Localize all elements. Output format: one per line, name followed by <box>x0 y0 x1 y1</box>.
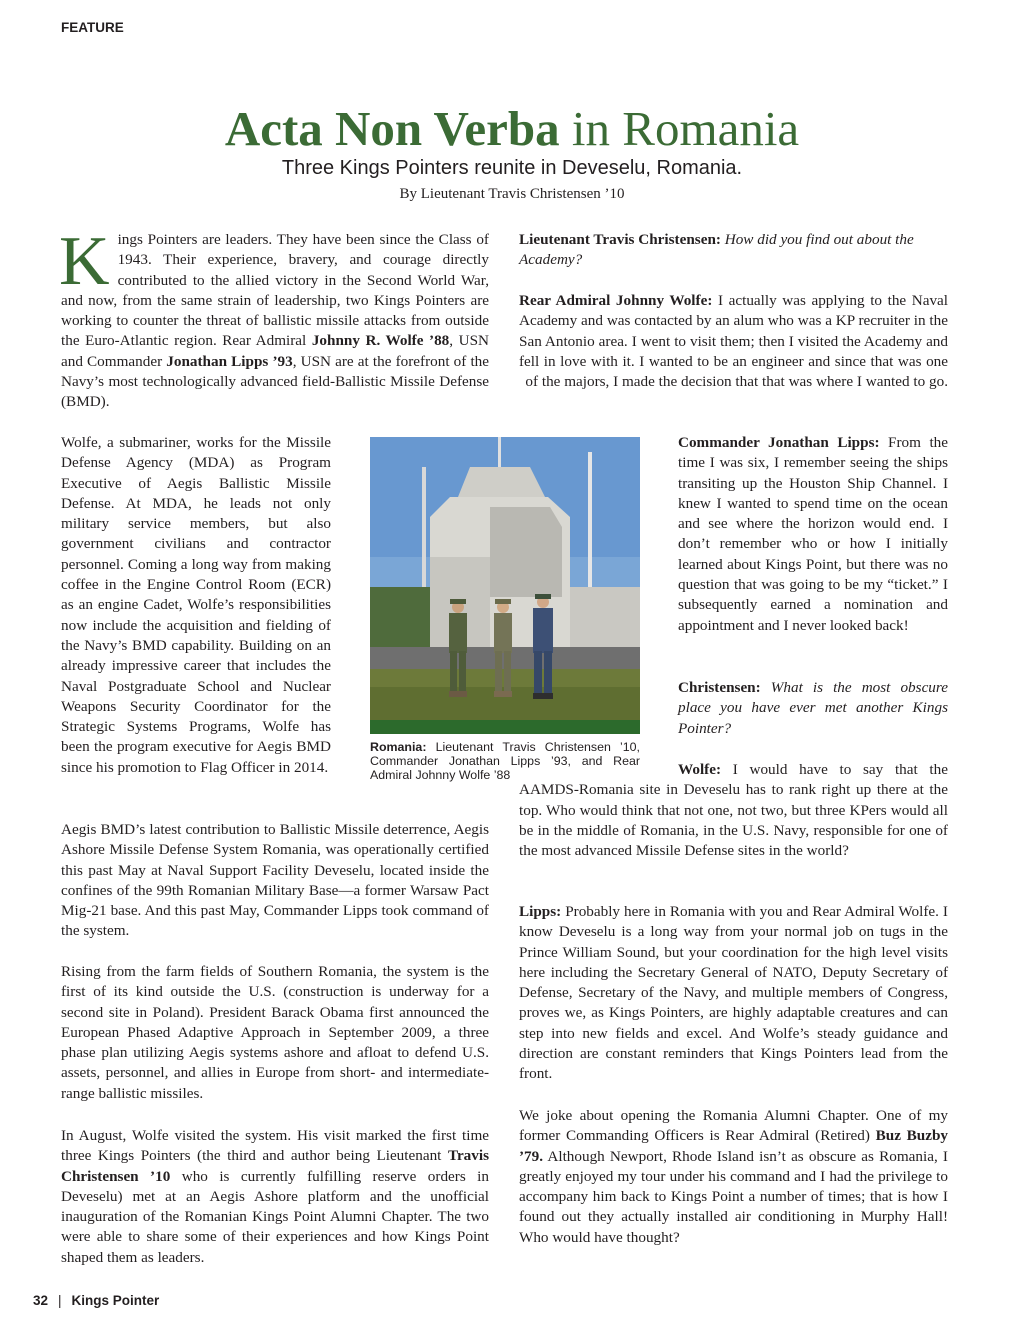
qa1-speaker: Lieutenant Travis Christensen: <box>519 231 721 248</box>
qa6-speaker: Lipps: <box>519 903 562 920</box>
article-headline <box>0 98 1024 160</box>
footer-separator: | <box>58 1293 62 1308</box>
headline-rest: in Romania <box>559 101 800 156</box>
page-footer <box>33 1293 159 1308</box>
qa4-text: What is the most obscure place you have ever met another Kings Pointer? <box>678 679 948 737</box>
qa-question-2 <box>678 678 948 739</box>
drop-cap: K <box>59 223 110 300</box>
qa6-text: Probably here in Romania with you and Rear Admiral Wolfe. I know Deveselu is a long way from your normal job on tugs in the Prince William Sound, but your coordination for the high level visits here including the Secretary General of NATO, Deputy Secretary of Defense, Secretary of the Navy, and multiple members of Congress, proves we, as Kings Pointers, are highly adaptable creatures and can step into new fields and excel. And Wolfe’s steady guidance and direction are constant reminders that Kings Pointers lead from the front. <box>519 903 948 1083</box>
photo-illustration <box>370 437 640 734</box>
rising-paragraph: Rising from the farm fields of Southern Romania, the system is the first of its kind outside the U.S. (construction is underway for a second site in Poland). President Barack Obama first announced the European Phased Adaptive Approach in September 2009, a three phase plan utilizing Aegis systems ashore and afloat to defend U.S. assets, personnel, and allies in Europe from short- and intermediate-range ballistic missiles. <box>61 963 489 1102</box>
section-label: FEATURE <box>61 20 124 35</box>
qa3-speaker: Commander Jonathan Lipps: <box>678 434 880 451</box>
august-paragraph <box>61 1126 489 1268</box>
qa4-speaker: Christensen: <box>678 679 761 696</box>
photo-border-band <box>370 720 640 734</box>
qa-answer-lipps-1 <box>678 433 948 636</box>
intro-name-wolfe: Johnny R. Wolfe ’88 <box>311 332 450 350</box>
aegis-paragraph: Aegis BMD’s latest contribution to Ballistic Missile deterrence, Aegis Ashore Missile Defense System Romania, was operationally certified this past May at Naval Support Facility Deveselu, located inside the confines of the 99th Romanian Military Base—a former Warsaw Pact Mig-21 base. And this past May, Commander Lipps took command of the system. <box>61 821 489 940</box>
caption-label: Romania: <box>370 740 427 754</box>
intro-text-1: ings Pointers are leaders. They have been since the Class of 1943. Their experience, bravery, and courage directly contributed to the allied victory in the Second World War, and now, from the same strain of leadership, two Kings Pointers are working to counter the threat of ballistic missile attacks from outside the Euro-Atlantic region. Rear Admiral <box>61 231 489 350</box>
article-byline: By Lieutenant Travis Christensen ’10 <box>399 186 625 202</box>
august-name-christensen: Travis Christensen ’10 <box>61 1147 489 1185</box>
photo-deckhouse-top <box>458 467 545 497</box>
intro-paragraph <box>59 223 489 413</box>
intro-name-lipps: Jonathan Lipps ’93 <box>166 352 293 370</box>
joke-text-2: Although Newport, Rhode Island isn’t as obscure as Romania, I greatly enjoyed my tour under his command and I had the privilege to accompany him back to Kings Point a number of times; that is how I found out they actually installed air conditioning in Murphy Hall! Who would have thought? <box>519 1147 948 1246</box>
qa-answer-wolfe-1 <box>519 291 948 392</box>
joke-text-1: We joke about opening the Romania Alumni Chapter. One of my former Commanding Officers is Rear Admiral (Retired) <box>519 1107 948 1145</box>
qa2-speaker: Rear Admiral Johnny Wolfe: <box>519 292 713 309</box>
photo-radar-face <box>490 507 562 597</box>
qa3-text: From the time I was six, I remember seeing the ships transiting up the Houston Ship Channel. I knew I wanted to spend time on the ocean and see where the horizon would end. I don’t remember who or how I initially learned about Kings Point, but there was no question that was going to be my “ticket.” I subsequently earned a nomination and appointment and I never looked back! <box>678 434 949 634</box>
qa5-speaker: Wolfe: <box>678 761 722 778</box>
publication-name: Kings Pointer <box>71 1293 160 1308</box>
qa1-text: How did you find out about the Academy? <box>519 231 914 269</box>
page-number: 32 <box>33 1293 49 1308</box>
qa5-text: I would have to say that the AAMDS-Romania site in Deveselu has to rank right up there at the top. Who would think that not one, not two, but three KPers would all be in the middle of Romania, in the U.S. Navy, responsible for one of the most advanced Missile Defense sites in the world? <box>519 761 948 860</box>
photo-building-right <box>570 587 640 657</box>
wolfe-paragraph: Wolfe, a submariner, works for the Missile Defense Agency (MDA) as Program Executive of Aegis Ballistic Missile Defense. At MDA, he leads not only military service members, but also government civilians and contractor personnel. Coming a long way from making coffee in the Engine Control Room (ECR) as an engine Cadet, Wolfe’s responsibilities now include the acquisition and fielding of the Navy’s BMD capability. Building on an already impressive career that includes the Naval Postgraduate School and Nuclear Weapons Security Coordinator for the Strategic Systems Programs, Wolfe has been the program executive for Aegis BMD since his promotion to Flag Officer in 2014. <box>61 434 331 776</box>
august-text-2: who is currently fulfilling reserve orders in Deveselu) met at an Aegis Ashore platform and the unofficial inauguration of the Romanian Kings Point Alumni Chapter. The two were able to share some of their experiences and how Kings Point shaped them as leaders. <box>61 1167 489 1266</box>
qa2-text: I actually was applying to the Naval Academy and was contacted by an alum who was a KP recruiter in the San Antonio area. I went to visit them; then I visited the Academy and fell in love with it. I wanted to be an engineer and since that was one of the majors, I made the decision that that was where I wanted to go. <box>519 292 948 391</box>
qa-answer-wolfe-2 <box>519 760 948 861</box>
intro-text-3: , USN are at the forefront of the Navy’s most technologically advanced field-Ballistic Missile Defense (BMD). <box>61 352 489 411</box>
aegis-ashore-photo <box>370 437 640 734</box>
headline-bold: Acta Non Verba <box>224 101 560 156</box>
caption-text: Lieutenant Travis Christensen ’10, Commander Jonathan Lipps ’93, and Rear Admiral Johnny Wolfe ’88 <box>370 740 640 783</box>
article-subhead: Three Kings Pointers reunite in Deveselu, Romania. <box>281 157 743 179</box>
qa-question-1 <box>519 230 948 271</box>
joke-paragraph <box>519 1106 948 1248</box>
qa-answer-lipps-2 <box>519 902 948 1085</box>
august-text-1: In August, Wolfe visited the system. His visit marked the first time three Kings Pointers (the third and author being Lieutenant <box>61 1127 489 1165</box>
joke-name-buzby: Buz Buzby ’79. <box>519 1127 948 1165</box>
intro-text-2: , USN and Commander <box>61 332 489 370</box>
